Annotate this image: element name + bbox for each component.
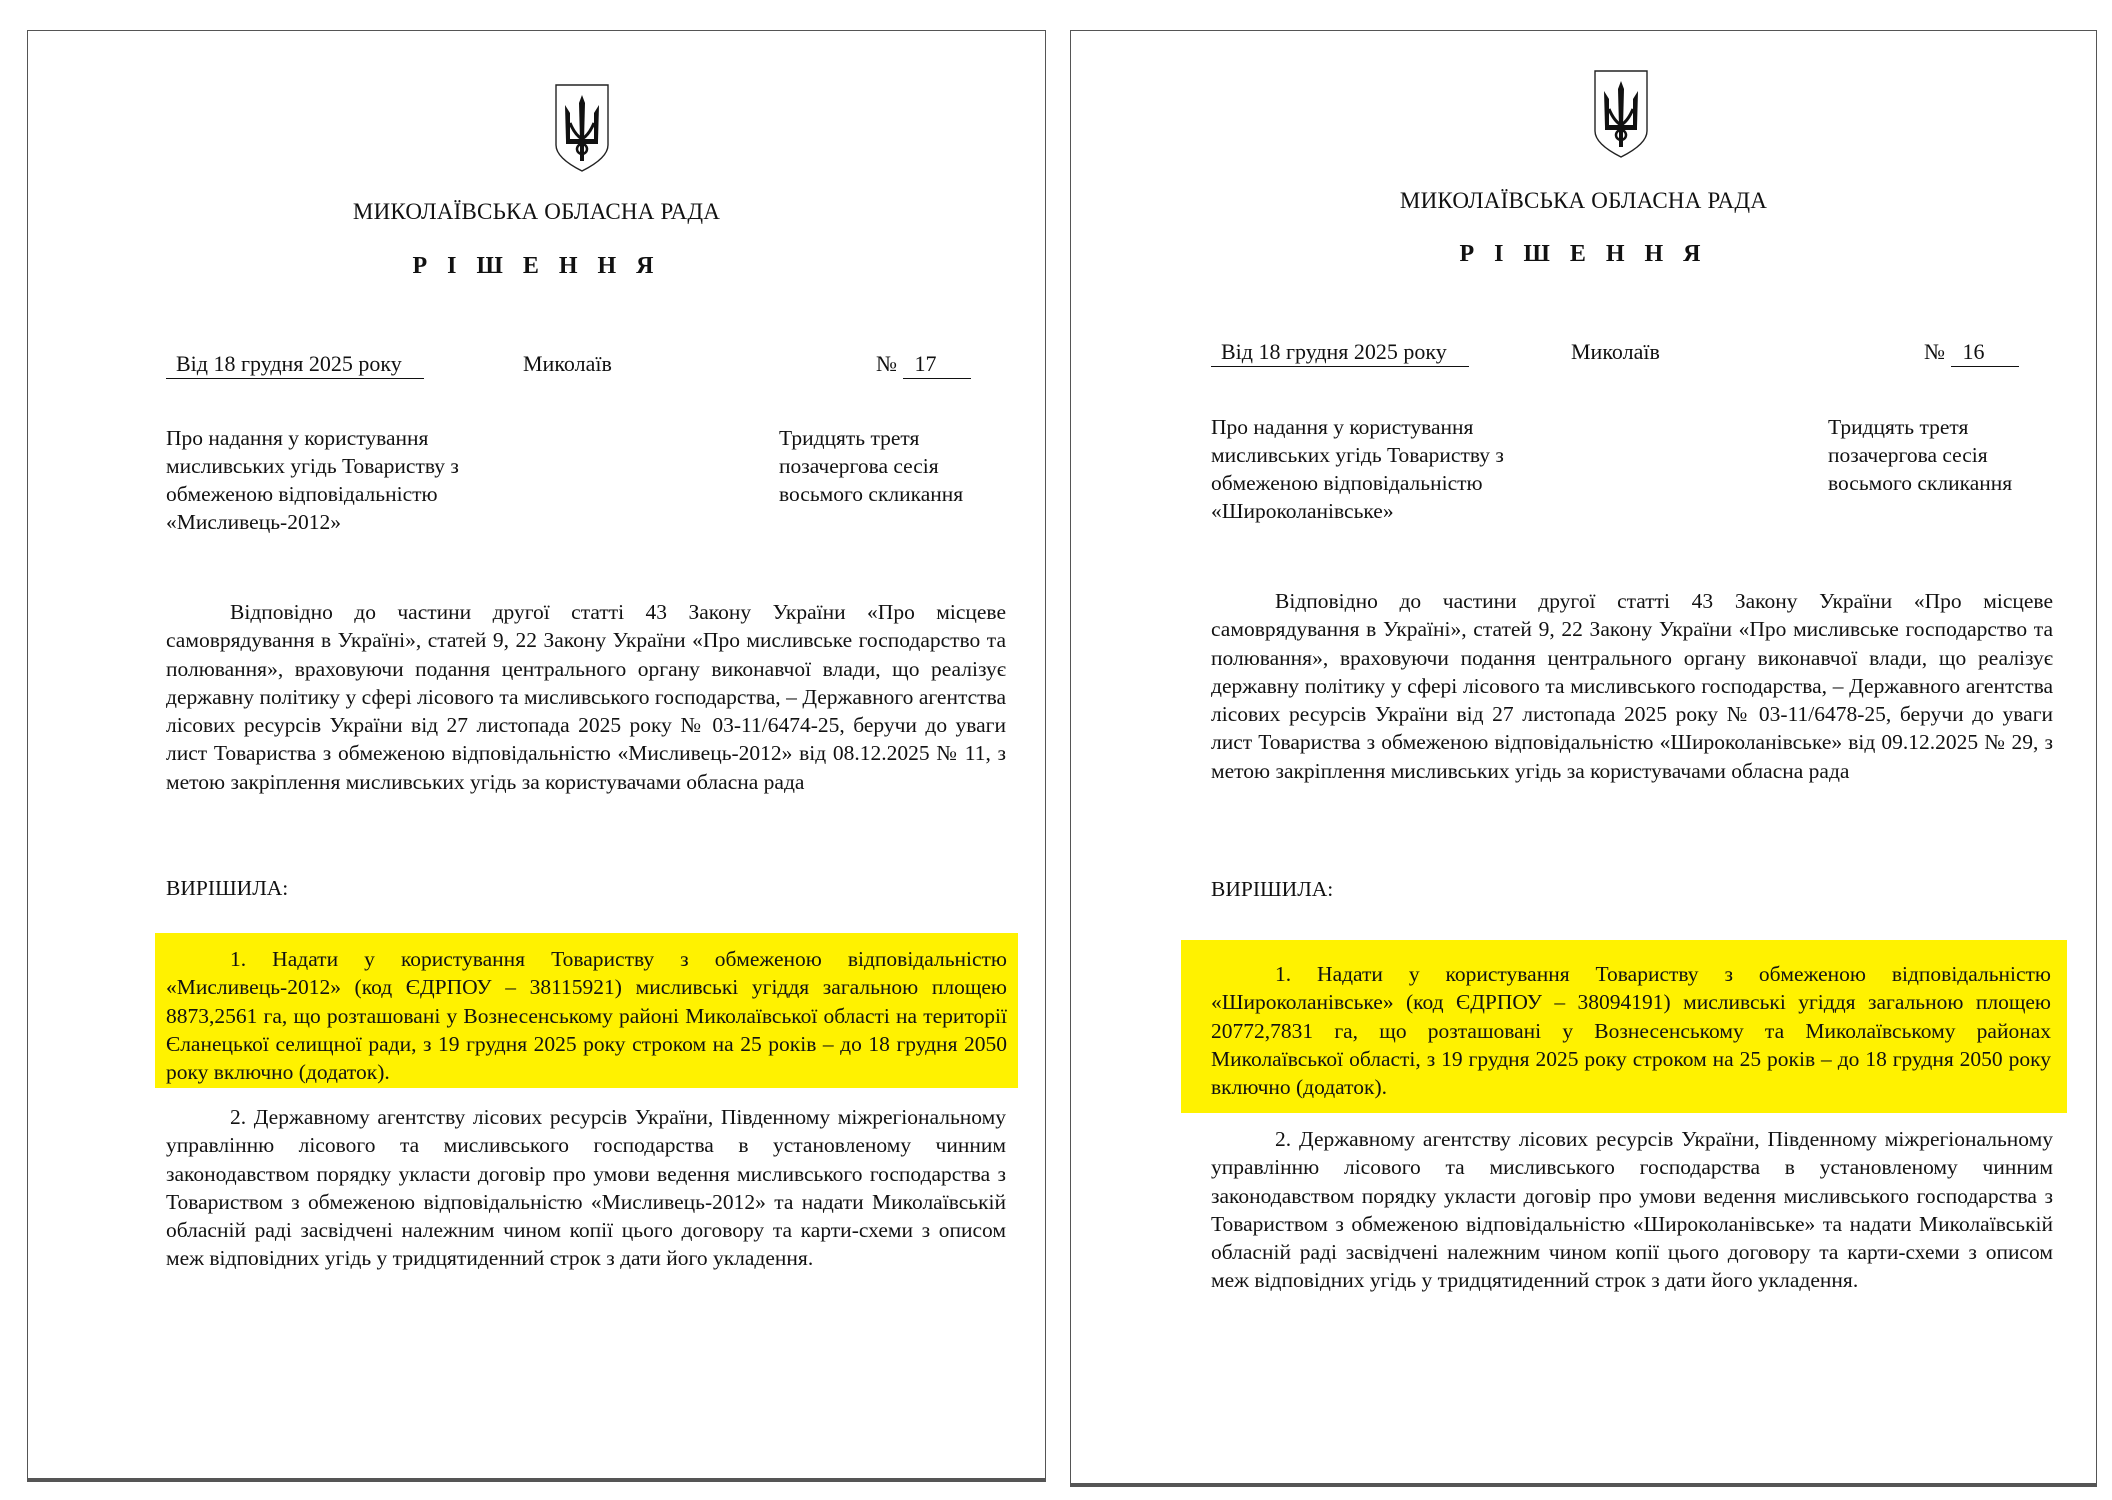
decision-item-1: 1. Надати у користування Товариству з обмеженою відповідальністю «Широколанівське» (код ЄДРПОУ – 38094191) мисливські угіддя загальною площею 20772,7831 га, що розташовані у Вознесенському та Миколаївському районах Миколаївської області, з 19 грудня 2025 року строком на 25 років – до 18 грудня 2050 року включно (додаток). — [1211, 962, 2051, 1100]
decision-subject: Про надання у користування мисливських угідь Товариству з обмеженою відповідальністю «Мисливець-2012» — [166, 426, 459, 534]
document-type-heading: Р І Ш Е Н Н Я — [412, 253, 661, 279]
preamble-paragraph: Відповідно до частини другої статті 43 Закону України «Про місцеве самоврядування в Україні», статей 9, 22 Закону України «Про мисливське господарство та полювання», враховуючи подання центрального органу виконавчої влади, що реалізує державну політику у сфері лісового та мисливського господарства, – Державного агентства лісових ресурсів України від 27 листопада 2025 року № 03-11/6478-25, беручи до уваги лист Товариства з обмеженою відповідальністю «Широколанівське» від 09.12.2025 № 29, з метою закріплення мисливських угідь за користувачами обласна рада — [1211, 589, 2053, 783]
number-label: № — [876, 351, 897, 376]
decision-item-2: 2. Державному агентству лісових ресурсів України, Південному міжрегіональному управлінню лісового та мисливського господарства в установленому чинним законодавством порядку укласти договір про умови ведення мисливського господарства з Товариством з обмеженою відповідальністю «Широколанівське» та надати Миколаївській обласній раді засвідчені належним чином копії цього договору та карти-схеми з описом меж відповідних угідь у тридцятиденний строк з дати його укладення. — [1211, 1127, 2053, 1293]
number-value: 17 — [903, 351, 971, 379]
council-name: МИКОЛАЇВСЬКА ОБЛАСНА РАДА — [1399, 188, 1768, 213]
date-value: Від 18 грудня 2025 року — [166, 351, 424, 379]
highlighted-item-1 — [1181, 940, 2067, 1113]
decision-item-2: 2. Державному агентству лісових ресурсів України, Південному міжрегіональному управлінню лісового та мисливського господарства в установленому чинним законодавством порядку укласти договір про умови ведення мисливського господарства з Товариством з обмеженою відповідальністю «Мисливець-2012» та надати Миколаївській обласній раді засвідчені належним чином копії цього договору та карти-схеми з описом меж відповідних угідь у тридцятиденний строк з дати його укладення. — [166, 1105, 1006, 1271]
number-value: 16 — [1951, 339, 2019, 367]
number-label: № — [1924, 339, 1945, 364]
decision-item-1: 1. Надати у користування Товариству з обмеженою відповідальністю «Мисливець-2012» (код ЄДРПОУ – 38115921) мисливські угіддя загальною площею 8873,2561 га, що розташовані у Вознесенському районі Миколаївської області на території Єланецької селищної ради, з 19 грудня 2025 року строком на 25 років – до 18 грудня 2050 року включно (додаток). — [166, 947, 1007, 1085]
session-info: Тридцять третя позачергова сесія восьмого скликання — [1828, 415, 2013, 495]
resolved-label: ВИРІШИЛА: — [166, 876, 289, 900]
decision-city: Миколаїв — [523, 351, 612, 376]
decision-page-17 — [27, 30, 1046, 1479]
ukraine-trident-coat-of-arms-icon — [1592, 69, 1650, 159]
decision-number — [876, 351, 971, 379]
highlighted-item-1 — [155, 933, 1018, 1088]
decision-city: Миколаїв — [1571, 339, 1660, 364]
session-info: Тридцять третя позачергова сесія восьмого скликання — [779, 426, 964, 506]
resolved-label: ВИРІШИЛА: — [1211, 877, 1334, 901]
document-type-heading: Р І Ш Е Н Н Я — [1459, 241, 1708, 267]
decision-date — [1211, 339, 1469, 367]
council-name: МИКОЛАЇВСЬКА ОБЛАСНА РАДА — [352, 199, 721, 224]
decision-page-16 — [1070, 30, 2097, 1484]
date-value: Від 18 грудня 2025 року — [1211, 339, 1469, 367]
decision-date — [166, 351, 424, 379]
decision-subject: Про надання у користування мисливських угідь Товариству з обмеженою відповідальністю «Широколанівське» — [1211, 415, 1504, 523]
decision-number — [1924, 339, 2019, 367]
preamble-paragraph: Відповідно до частини другої статті 43 Закону України «Про місцеве самоврядування в Україні», статей 9, 22 Закону України «Про мисливське господарство та полювання», враховуючи подання центрального органу виконавчої влади, що реалізує державну політику у сфері лісового та мисливського господарства, – Державного агентства лісових ресурсів України від 27 листопада 2025 року № 03-11/6474-25, беручи до уваги лист Товариства з обмеженою відповідальністю «Мисливець-2012» від 08.12.2025 № 11, з метою закріплення мисливських угідь за користувачами обласна рада — [166, 600, 1006, 794]
ukraine-trident-coat-of-arms-icon — [553, 83, 611, 173]
